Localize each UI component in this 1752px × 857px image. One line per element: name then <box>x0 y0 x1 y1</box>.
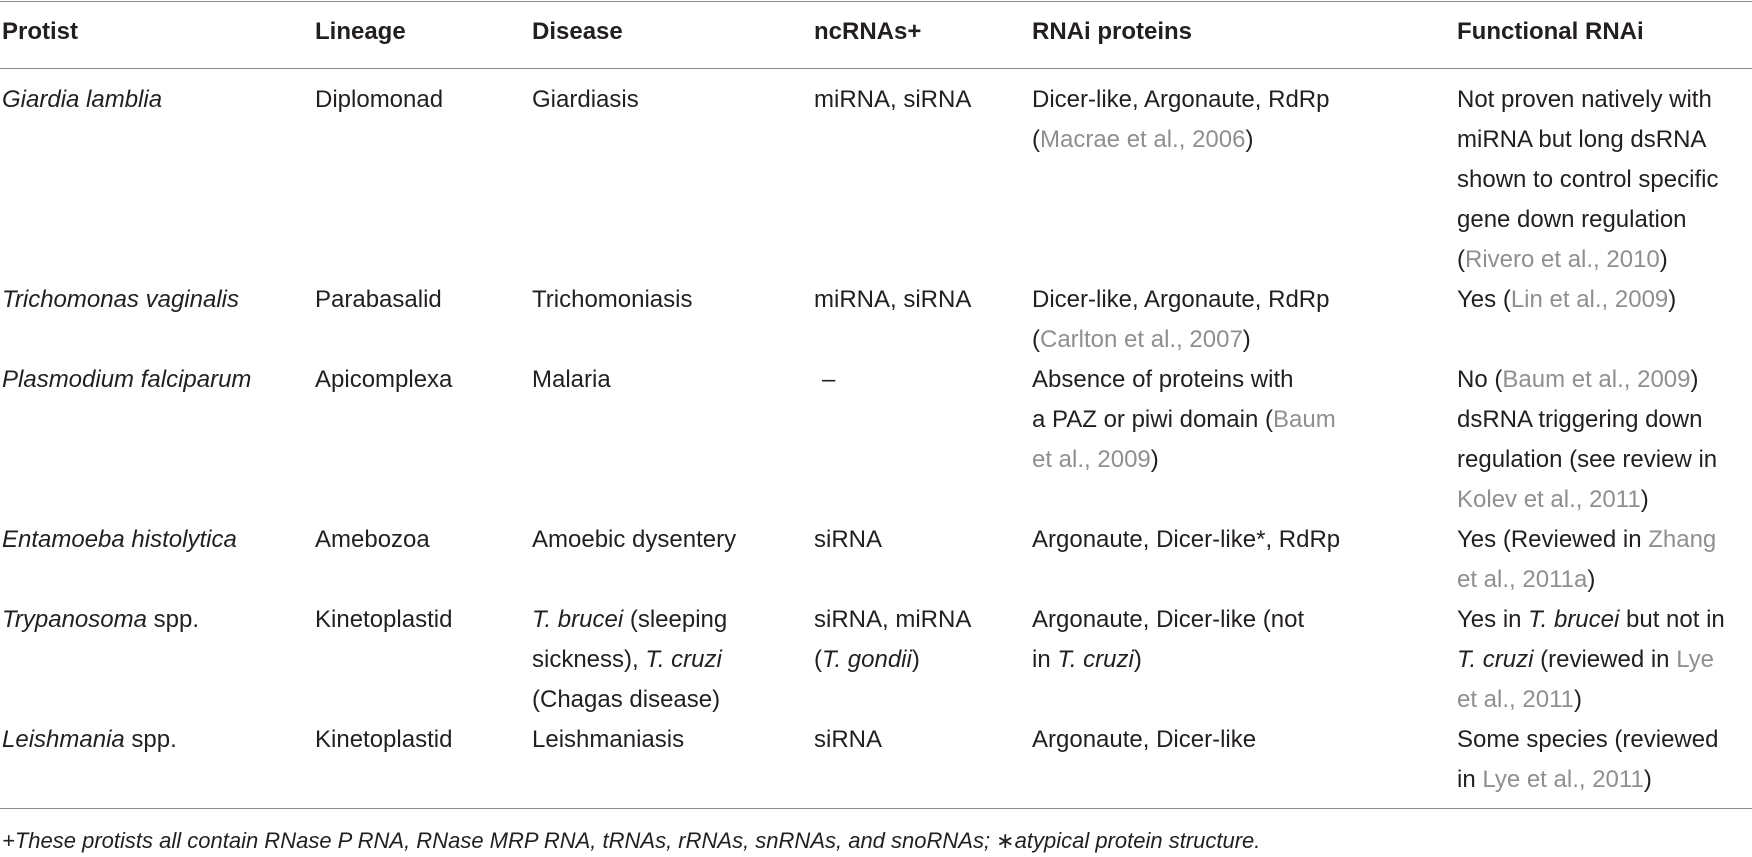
cell-proteins-citation: (Carlton et al., 2007) <box>1032 326 1251 353</box>
cell-proteins-citation: (Macrae et al., 2006) <box>1032 126 1254 153</box>
cell-protist: Entamoeba histolytica <box>2 526 237 553</box>
species-name: T. brucei <box>532 606 624 633</box>
citation-link[interactable]: et al., 2011a <box>1457 566 1588 593</box>
disease-text: (sleeping <box>629 606 728 633</box>
header-rnai-proteins: RNAi proteins <box>1032 18 1193 45</box>
cell-func-line <box>1457 640 1714 680</box>
citation-link[interactable]: Lin et al., 2009 <box>1510 286 1669 313</box>
cell-func-line: regulation (see review in <box>1457 446 1718 473</box>
header-disease: Disease <box>532 18 623 45</box>
citation-link[interactable]: Kolev et al., 2011 <box>1457 486 1641 513</box>
cell-proteins-line: Dicer-like, Argonaute, RdRp <box>1032 86 1330 113</box>
cell-protist <box>2 720 177 760</box>
func-text: Yes in <box>1457 606 1522 633</box>
func-text: Yes (Reviewed in <box>1457 526 1642 553</box>
header-protist: Protist <box>2 18 79 45</box>
disease-text: sickness), <box>532 646 639 673</box>
cell-func-line: Some species (reviewed <box>1457 726 1719 753</box>
cell-func-line <box>1457 520 1716 560</box>
cell-protist <box>2 600 199 640</box>
proteins-text: in <box>1032 646 1051 673</box>
cell-ncrnas: – <box>822 366 836 393</box>
cell-ncrnas: siRNA <box>814 526 883 553</box>
cell-disease: Giardiasis <box>532 86 639 113</box>
cell-disease: Amoebic dysentery <box>532 526 737 553</box>
cell-func-line: No (Baum et al., 2009) <box>1457 366 1699 393</box>
cell-disease-line: (Chagas disease) <box>532 686 721 713</box>
species-name: T. cruzi <box>645 646 722 673</box>
citation-link[interactable]: et al., 2009 <box>1032 446 1151 473</box>
cell-func-line: Yes (Lin et al., 2009) <box>1457 286 1677 313</box>
cell-protist: Giardia lamblia <box>2 86 163 113</box>
func-text: Yes <box>1457 286 1497 313</box>
protist-suffix: spp. <box>153 606 199 633</box>
table-footnote: +These protists all contain RNase P RNA, RNase MRP RNA, tRNAs, rRNAs, snRNAs, and snoRNAs; ∗atypical protein structure. <box>2 828 1261 853</box>
header-bottom-rule <box>0 68 1752 69</box>
cell-func-line <box>1457 600 1725 640</box>
cell-lineage: Apicomplexa <box>315 366 453 393</box>
cell-ncrnas: siRNA <box>814 726 883 753</box>
citation-link[interactable]: Macrae et al., 2006 <box>1040 126 1246 153</box>
cell-func-citation: (Rivero et al., 2010) <box>1457 246 1668 273</box>
cell-proteins-line: Argonaute, Dicer-like (not <box>1032 606 1305 633</box>
func-text: No <box>1457 366 1488 393</box>
proteins-text: a PAZ or piwi domain <box>1032 406 1259 433</box>
citation-link[interactable]: Rivero et al., 2010 <box>1465 246 1660 273</box>
table-bottom-rule <box>0 808 1752 809</box>
citation-link[interactable]: Zhang <box>1648 526 1717 553</box>
cell-ncrnas-note: (T. gondii) <box>814 646 920 673</box>
cell-proteins-line: et al., 2009) <box>1032 446 1159 473</box>
cell-lineage: Kinetoplastid <box>315 726 453 753</box>
cell-disease: Leishmaniasis <box>532 726 685 753</box>
protist-suffix: spp. <box>131 726 177 753</box>
cell-disease-line <box>532 600 727 640</box>
cell-func-line: et al., 2011a) <box>1457 566 1596 593</box>
cell-disease: Malaria <box>532 366 611 393</box>
cell-proteins-line: a PAZ or piwi domain (Baum <box>1032 406 1336 433</box>
cell-func-line: Kolev et al., 2011) <box>1457 486 1649 513</box>
protist-genus: Leishmania <box>2 726 125 753</box>
citation-link[interactable]: Baum et al., 2009 <box>1502 366 1691 393</box>
header-ncrnas: ncRNAs+ <box>814 18 922 45</box>
header-functional-rnai: Functional RNAi <box>1457 18 1644 45</box>
func-text: but not in <box>1626 606 1725 633</box>
header-lineage: Lineage <box>315 18 406 45</box>
table-top-rule <box>0 1 1752 2</box>
cell-lineage: Kinetoplastid <box>315 606 453 633</box>
cell-disease-line <box>532 640 722 680</box>
cell-protist: Trichomonas vaginalis <box>2 286 239 313</box>
species-name: T. gondii <box>822 646 912 673</box>
cell-lineage: Amebozoa <box>315 526 430 553</box>
cell-proteins-line: in T. cruzi) <box>1032 646 1142 673</box>
cell-disease: Trichomoniasis <box>532 286 693 313</box>
cell-func-line: gene down regulation <box>1457 206 1687 233</box>
cell-ncrnas: miRNA, siRNA <box>814 286 972 313</box>
protist-genus: Trypanosoma <box>2 606 147 633</box>
cell-proteins-line: Absence of proteins with <box>1032 366 1294 393</box>
cell-proteins-line: Dicer-like, Argonaute, RdRp <box>1032 286 1330 313</box>
cell-func-line: in Lye et al., 2011) <box>1457 766 1652 793</box>
cell-func-line: dsRNA triggering down <box>1457 406 1703 433</box>
species-name: T. brucei <box>1528 606 1620 633</box>
citation-link[interactable]: Carlton et al., 2007 <box>1040 326 1243 353</box>
citation-link[interactable]: et al., 2011 <box>1457 686 1574 713</box>
func-text: (reviewed in <box>1540 646 1670 673</box>
cell-lineage: Parabasalid <box>315 286 442 313</box>
cell-ncrnas: miRNA, siRNA <box>814 86 972 113</box>
citation-link[interactable]: Lye et al., 2011 <box>1482 766 1644 793</box>
cell-ncrnas: siRNA, miRNA <box>814 606 972 633</box>
cell-proteins-line: Argonaute, Dicer-like <box>1032 726 1257 753</box>
cell-proteins-line: Argonaute, Dicer-like*, RdRp <box>1032 526 1341 553</box>
cell-func-line: shown to control specific <box>1457 166 1719 193</box>
cell-func-line: Not proven natively with <box>1457 86 1712 113</box>
cell-func-line: et al., 2011) <box>1457 686 1582 713</box>
species-name: T. cruzi <box>1457 646 1534 673</box>
cell-protist: Plasmodium falciparum <box>2 366 252 393</box>
species-name: T. cruzi <box>1057 646 1134 673</box>
citation-link[interactable]: Baum <box>1272 406 1336 433</box>
citation-link[interactable]: Lye <box>1676 646 1715 673</box>
cell-func-line: miRNA but long dsRNA <box>1457 126 1707 153</box>
func-text: in <box>1457 766 1476 793</box>
cell-lineage: Diplomonad <box>315 86 444 113</box>
